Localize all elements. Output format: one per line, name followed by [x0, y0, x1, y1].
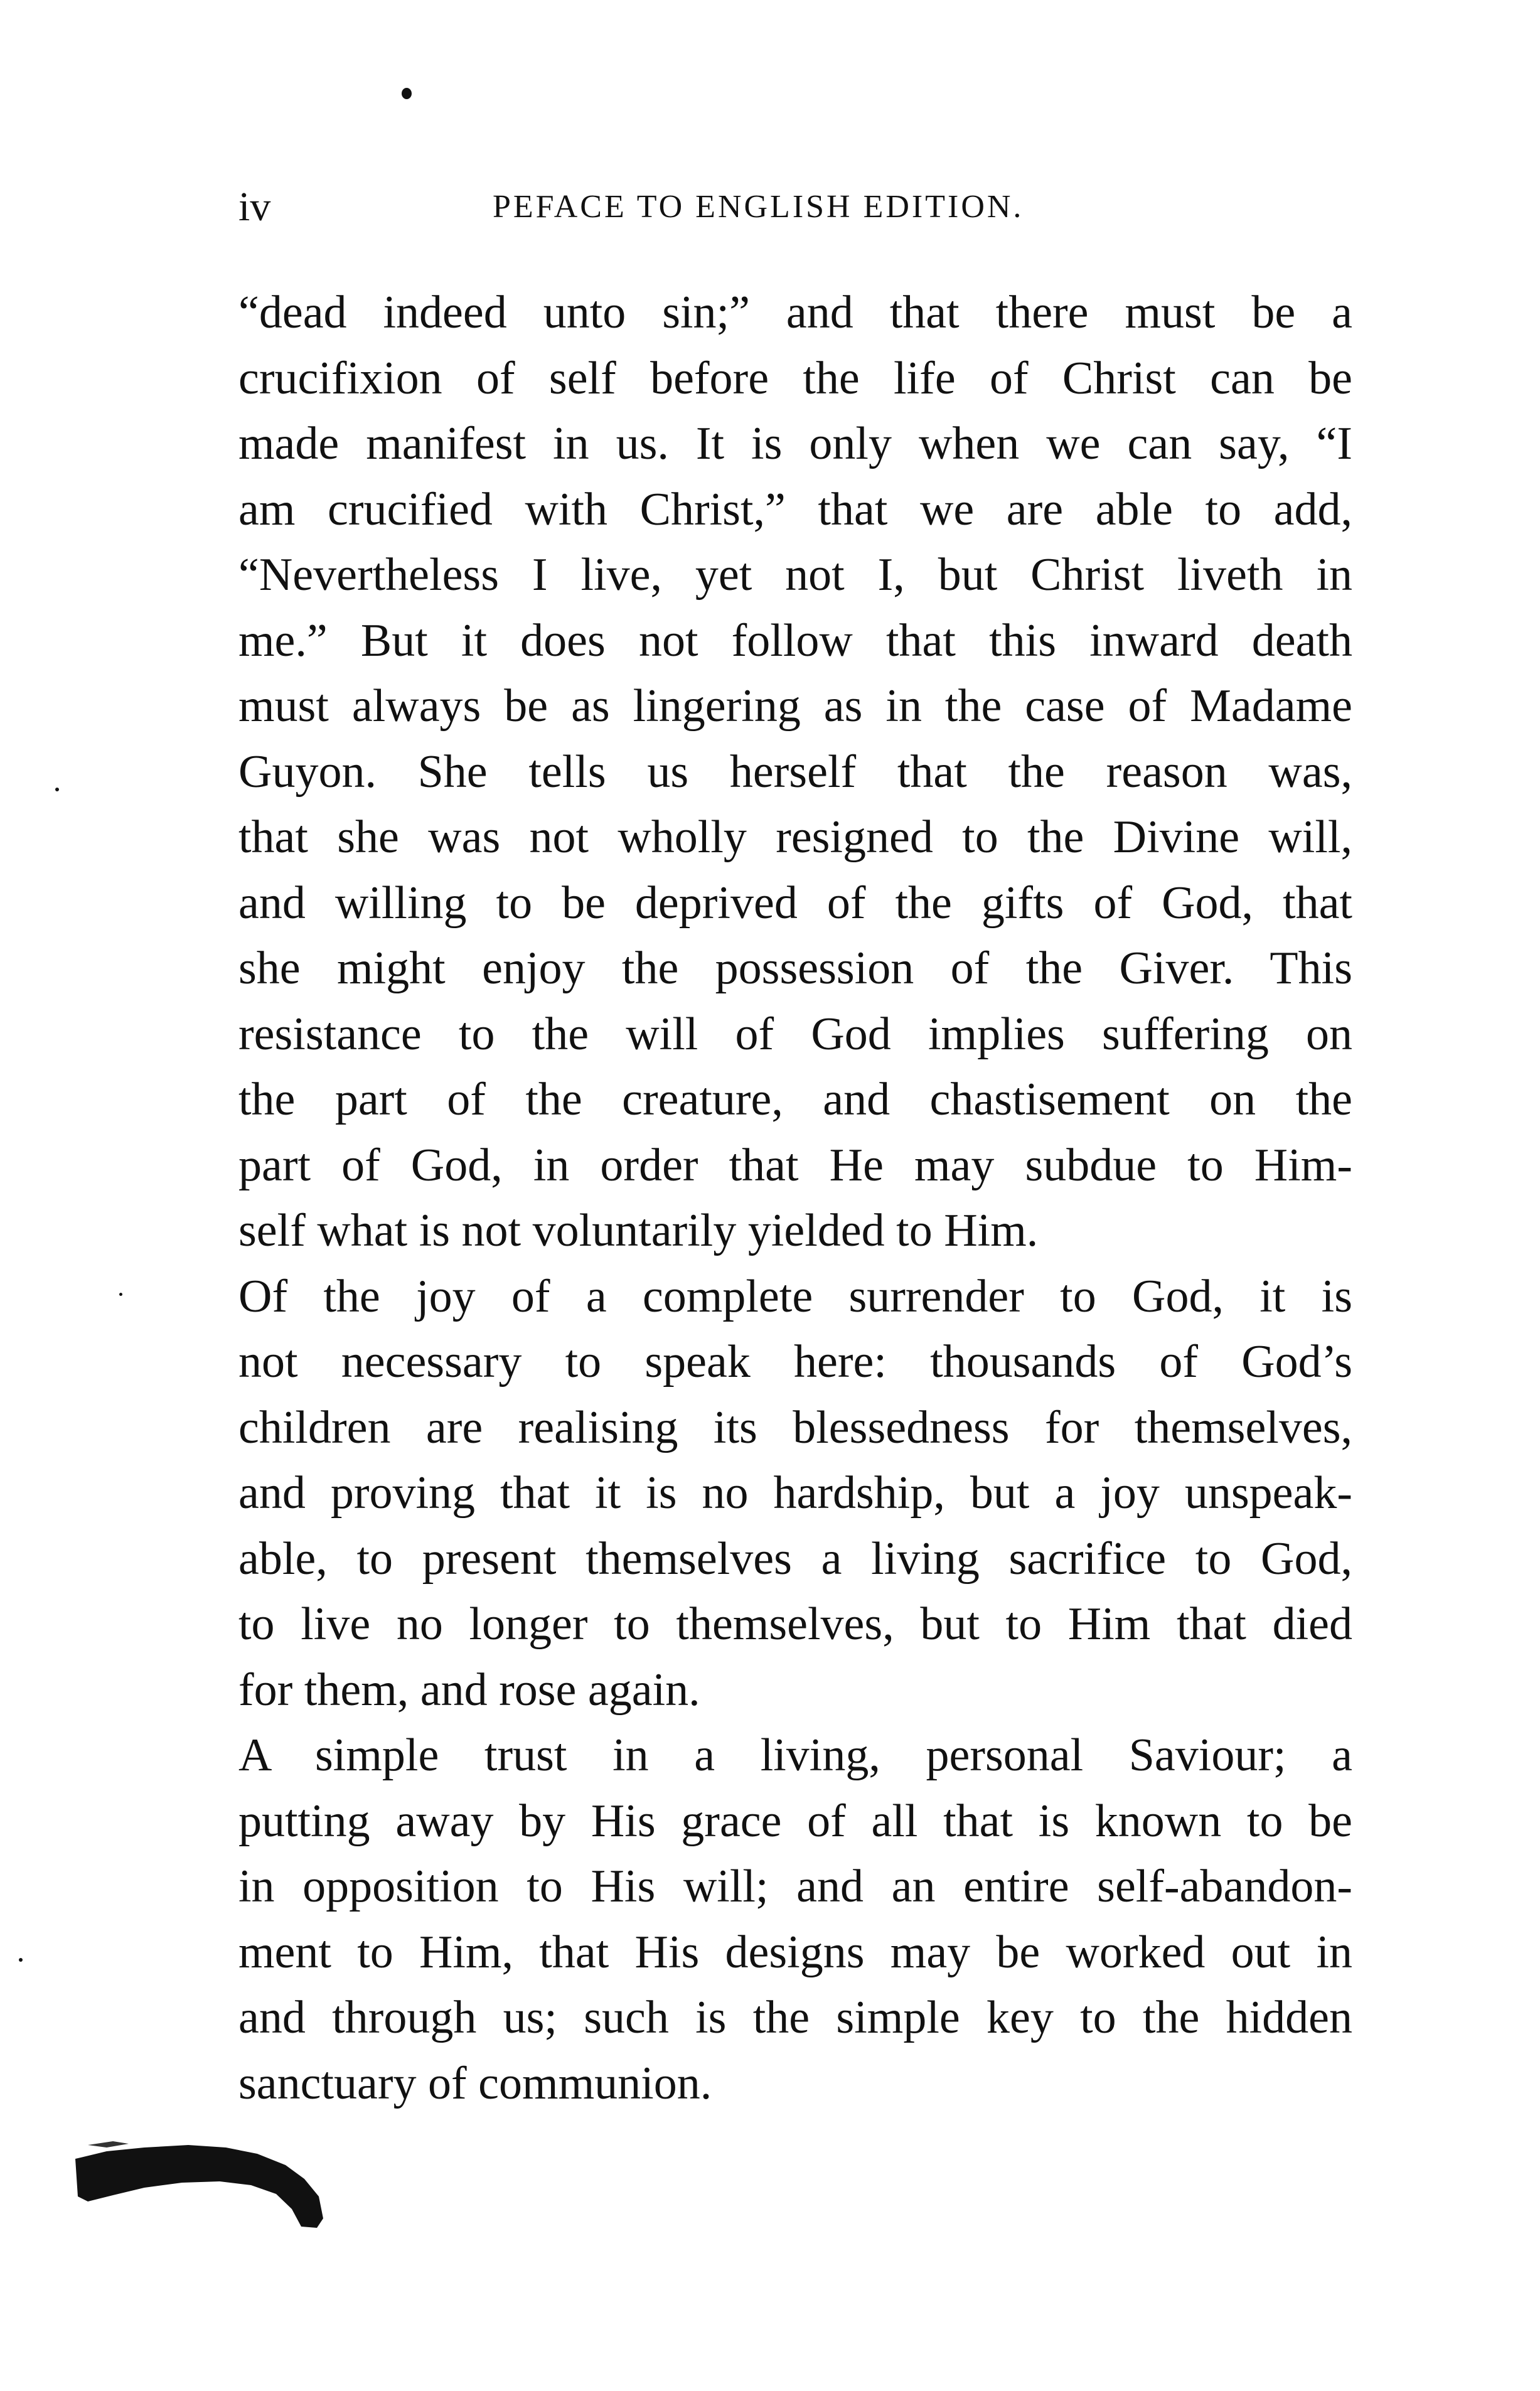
ink-speck [19, 1958, 23, 1962]
text-line: Guyon. She tells us herself that the reason was, [238, 746, 1352, 798]
text-line: crucifixion of self before the life of Christ can be [238, 352, 1352, 404]
text-line: for them, and rose again. [238, 1664, 700, 1716]
text-line: Of the joy of a complete surrender to God, it is [238, 1270, 1352, 1322]
text-line: self what is not voluntarily yielded to Him. [238, 1205, 1039, 1256]
text-line: must always be as lingering as in the case of Madame [238, 680, 1352, 732]
text-line: part of God, in order that He may subdue to Him- [238, 1139, 1352, 1191]
text-line: made manifest in us. It is only when we can say, “I [238, 418, 1352, 469]
text-line: children are realising its blessedness for themselves, [238, 1401, 1352, 1453]
text-line: not necessary to speak here: thousands of God’s [238, 1336, 1352, 1388]
text-line: and willing to be deprived of the gifts of God, that [238, 877, 1352, 929]
text-line: in opposition to His will; and an entire self-abandon- [238, 1861, 1352, 1912]
text-line: putting away by His grace of all that is known to be [238, 1795, 1352, 1847]
text-line: to live no longer to themselves, but to Him that died [238, 1598, 1352, 1650]
text-line: that she was not wholly resigned to the Divine will, [238, 811, 1352, 863]
text-line: “dead indeed unto sin;” and that there must be a [238, 287, 1352, 338]
text-line: “Nevertheless I live, yet not I, but Christ liveth in [238, 549, 1352, 601]
text-line: the part of the creature, and chastisement on the [238, 1074, 1352, 1125]
text-line: resistance to the will of God implies suffering on [238, 1008, 1352, 1060]
text-line: A simple trust in a living, personal Saviour; a [238, 1730, 1352, 1781]
ink-speck [402, 88, 412, 99]
ink-speck [119, 1293, 122, 1296]
page-number: iv [238, 184, 271, 230]
paragraph [238, 1723, 1352, 2116]
text-line: able, to present themselves a living sacrifice to God, [238, 1532, 1352, 1585]
page-header [238, 176, 1343, 238]
running-title: PEFACE TO ENGLISH EDITION. [493, 189, 1024, 225]
text-line: am crucified with Christ,” that we are able to add, [238, 483, 1352, 535]
text-line: sanctuary of communion. [238, 2057, 712, 2109]
ink-speck [55, 788, 59, 791]
text-line: and through us; such is the simple key to the hidden [238, 1992, 1352, 2043]
text-line: she might enjoy the possession of the Giver. This [238, 943, 1352, 994]
body-text [238, 280, 1352, 2116]
ink-blot-mark [69, 2134, 333, 2234]
text-line: and proving that it is no hardship, but a joy unspeak- [238, 1467, 1352, 1519]
paragraph [238, 280, 1352, 1264]
text-line: ment to Him, that His designs may be worked out in [238, 1926, 1352, 1978]
paragraph [238, 1264, 1352, 1723]
text-line: me.” But it does not follow that this inward death [238, 614, 1352, 666]
